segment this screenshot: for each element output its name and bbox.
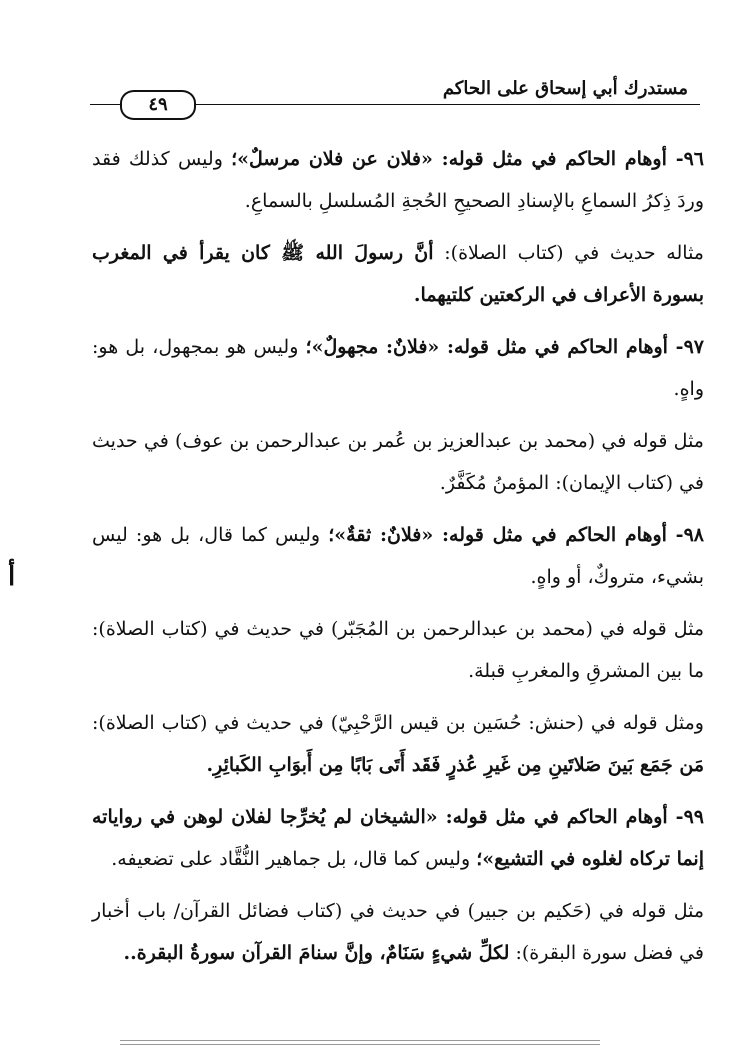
footer-rules — [120, 1040, 600, 1048]
para-text: مثاله حديث في (كتاب الصلاة): — [433, 242, 704, 264]
para-text: وليس كما قال، بل جماهير النُّقَّاد على تضعيفه. — [111, 848, 477, 870]
body-text — [92, 138, 704, 984]
margin-mark: أ — [8, 562, 16, 592]
paragraph-98 — [92, 514, 704, 598]
para-heading: ٩٦- أوهام الحاكم في مثل قوله: «فلان عن فلان مرسلٌ»؛ — [231, 148, 704, 170]
para-text: مثل قوله في (محمد بن عبدالرحمن بن المُجَبّر) في حديث في (كتاب الصلاة): ما بين المشرقِ والمغربِ قبلة. — [92, 618, 704, 682]
page-number: ٤٩ — [120, 90, 196, 120]
footer-rule — [120, 1044, 600, 1045]
para-heading: ٩٩- أوهام الحاكم في مثل قوله: «الشيخان لم يُخرِّجا لفلان لوهن في رواياته إنما تركاه لغلوه في التشيع»؛ — [92, 806, 704, 870]
hadith-text: أنَّ رسولَ الله ﷺ كان يقرأ في المغرب بسورة الأعراف في الركعتين كلتيهما. — [92, 242, 704, 306]
footer-rule — [120, 1040, 600, 1041]
paragraph-98-example-1 — [92, 608, 704, 692]
para-text: مثل قوله في (محمد بن عبدالعزيز بن عُمر بن عبدالرحمن بن عوف) في حديث في (كتاب الإيمان): المؤمنُ مُكَفَّرٌ. — [92, 430, 704, 494]
hadith-text: لكلِّ شيءٍ سَنَامٌ، وإنَّ سنامَ القرآن سورةُ البقرة.. — [123, 942, 510, 964]
paragraph-96 — [92, 138, 704, 222]
para-text: وليس كذلك فقد وردَ ذِكرُ السماعِ بالإسنادِ الصحيحِ الحُجةِ المُسلسلِ بالسماعِ. — [92, 148, 704, 212]
paragraph-97 — [92, 326, 704, 410]
page-header — [60, 68, 700, 118]
para-heading: ٩٨- أوهام الحاكم في مثل قوله: «فلانٌ: ثقةٌ»؛ — [328, 524, 704, 546]
para-text: وليس هو بمجهول، بل هو: واهٍ. — [92, 336, 704, 400]
hadith-text: مَن جَمَع بَينَ صَلاتَينِ مِن غَيرِ عُذرٍ فَقَد أَتَى بَابًا مِن أَبوَابِ الكَبائِرِ. — [206, 754, 704, 776]
paragraph-99 — [92, 796, 704, 880]
paragraph-98-example-2 — [92, 702, 704, 786]
para-text: ومثل قوله في (حنش: حُسَين بن قيس الرَّحْبِيّ) في حديث في (كتاب الصلاة): — [92, 712, 704, 734]
running-title: مستدرك أبي إسحاق على الحاكم — [442, 78, 688, 99]
para-text: مثل قوله في (حَكيم بن جبير) في حديث في (كتاب فضائل القرآن/ باب أخبار في فضل سورة البقرة): — [92, 900, 704, 964]
paragraph-99-example — [92, 890, 704, 974]
paragraph-97-example — [92, 420, 704, 504]
para-text: وليس كما قال، بل هو: ليس بشيء، متروكٌ، أو واهٍ. — [92, 524, 704, 588]
para-heading: ٩٧- أوهام الحاكم في مثل قوله: «فلانٌ: مجهولٌ»؛ — [305, 336, 704, 358]
paragraph-96-example — [92, 232, 704, 316]
